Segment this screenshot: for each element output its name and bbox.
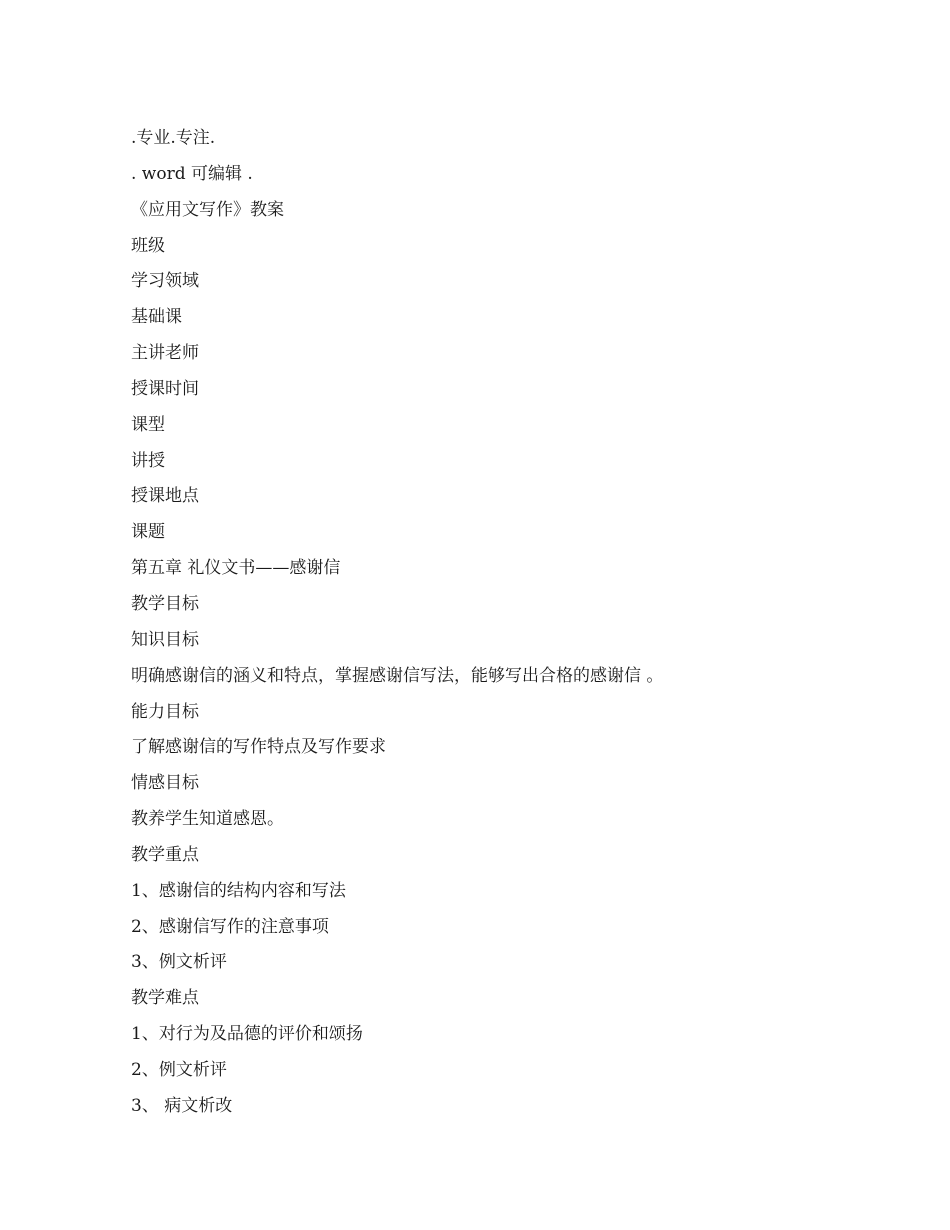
value-lecture: 讲授 — [131, 450, 165, 471]
field-ability-goal: 能力目标 — [131, 701, 199, 722]
field-teaching-location: 授课地点 — [131, 486, 199, 507]
value-knowledge-goal: 明确感谢信的涵义和特点，掌握感谢信写法，能够写出合格的感谢信 。 — [131, 665, 664, 686]
field-class: 班级 — [131, 235, 165, 256]
difficult-point-item: 2、例文析评 — [131, 1059, 227, 1080]
field-teaching-time: 授课时间 — [131, 378, 199, 399]
document-title: 《应用文写作》教案 — [131, 199, 284, 220]
value-topic: 第五章 礼仪文书——感谢信 — [131, 558, 341, 579]
field-learning-area: 学习领域 — [131, 271, 199, 292]
field-knowledge-goal: 知识目标 — [131, 629, 199, 650]
field-topic: 课题 — [131, 522, 165, 543]
difficult-point-item: 3、 病文析改 — [131, 1095, 233, 1116]
key-point-item: 2、感谢信写作的注意事项 — [131, 916, 329, 937]
section-key-points: 教学重点 — [131, 844, 199, 865]
value-basic-course: 基础课 — [131, 307, 182, 328]
difficult-point-item: 1、对行为及品德的评价和颂扬 — [131, 1024, 363, 1045]
section-teaching-goals: 教学目标 — [131, 593, 199, 614]
field-emotional-goal: 情感目标 — [131, 773, 199, 794]
key-point-item: 1、感谢信的结构内容和写法 — [131, 880, 346, 901]
key-point-item: 3、例文析评 — [131, 952, 227, 973]
field-lesson-type: 课型 — [131, 414, 165, 435]
section-difficult-points: 教学难点 — [131, 988, 199, 1009]
value-ability-goal: 了解感谢信的写作特点及写作要求 — [131, 737, 386, 758]
value-emotional-goal: 教养学生知道感恩。 — [131, 809, 284, 830]
field-lecturer: 主讲老师 — [131, 343, 199, 364]
header-line-professional: .专业.专注. — [131, 128, 216, 148]
document-body — [131, 124, 891, 1128]
header-line-editable: . word 可编辑 . — [131, 163, 253, 184]
